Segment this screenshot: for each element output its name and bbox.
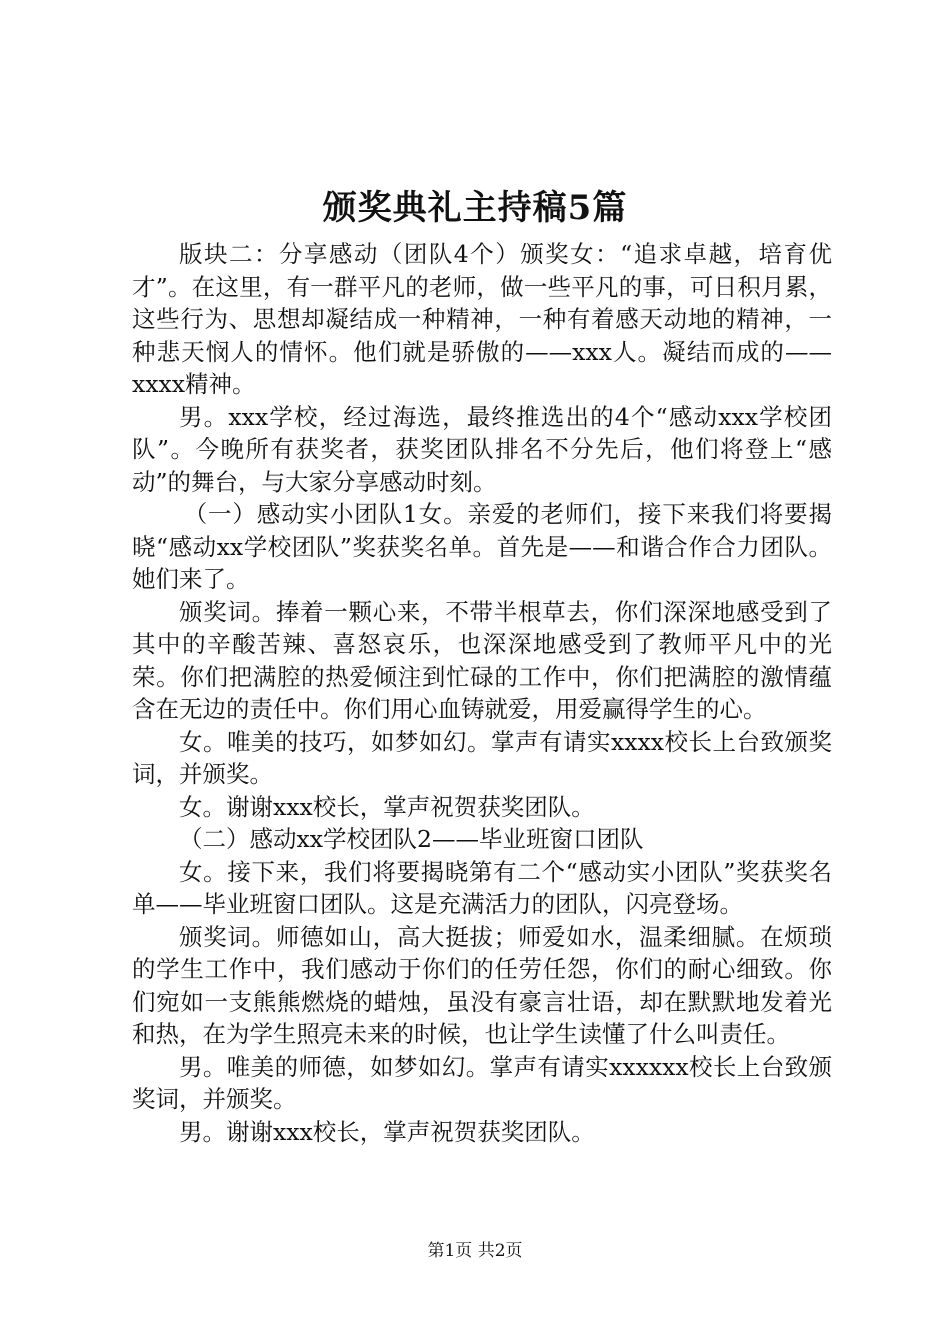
paragraph: 颁奖词。捧着一颗心来，不带半根草去，你们深深地感受到了其中的辛酸苦辣、喜怒哀乐，也深深地感受到了教师平凡中的光荣。你们把满腔的热爱倾注到忙碌的工作中，你们把满腔的激情蕴含在无边的责任中。你们用心血铸就爱，用爱赢得学生的心。 [132, 597, 832, 723]
paragraph: 女。接下来，我们将要揭晓第有二个“感动实小团队”奖获奖名单——毕业班窗口团队。这是充满活力的团队，闪亮登场。 [132, 857, 832, 918]
paragraph: （一）感动实小团队1女。亲爱的老师们，接下来我们将要揭晓“感动xx学校团队”奖获奖名单。首先是——和谐合作合力团队。她们来了。 [132, 500, 832, 593]
document-title: 颁奖典礼主持稿5篇 [322, 188, 628, 228]
paragraph: （二）感动xx学校团队2——毕业班窗口团队 [179, 825, 644, 853]
paragraph: 版块二：分享感动（团队4个）颁奖女：“追求卓越，培育优才”。在这里，有一群平凡的老师，做一些平凡的事，可日积月累，这些行为、思想却凝结成一种精神，一种有着感天动地的精神，一种悲天悯人的情怀。他们就是骄傲的——xxx人。凝结而成的——xxxx精神。 [132, 240, 832, 398]
page-footer: 第1页 共2页 [427, 1241, 523, 1261]
paragraph: 男。唯美的师德，如梦如幻。掌声有请实xxxxxx校长上台致颁奖词，并颁奖。 [132, 1052, 832, 1113]
paragraph: 男。xxx学校，经过海选，最终推选出的4个“感动xxx学校团队”。今晚所有获奖者，获奖团队排名不分先后，他们将登上“感动”的舞台，与大家分享感动时刻。 [132, 402, 832, 496]
document-body [132, 238, 832, 1148]
paragraph: 女。唯美的技巧，如梦如幻。掌声有请实xxxx校长上台致颁奖词，并颁奖。 [132, 727, 832, 788]
paragraph: 男。谢谢xxx校长，掌声祝贺获奖团队。 [179, 1117, 595, 1146]
paragraph: 女。谢谢xxx校长，掌声祝贺获奖团队。 [179, 792, 595, 821]
paragraph: 颁奖词。师德如山，高大挺拔；师爱如水，温柔细腻。在烦琐的学生工作中，我们感动于你们的任劳任怨，你们的耐心细致。你们宛如一支熊熊燃烧的蜡烛，虽没有豪言壮语，却在默默地发着光和热，在为学生照亮未来的时候，也让学生读懂了什么叫责任。 [132, 922, 832, 1048]
